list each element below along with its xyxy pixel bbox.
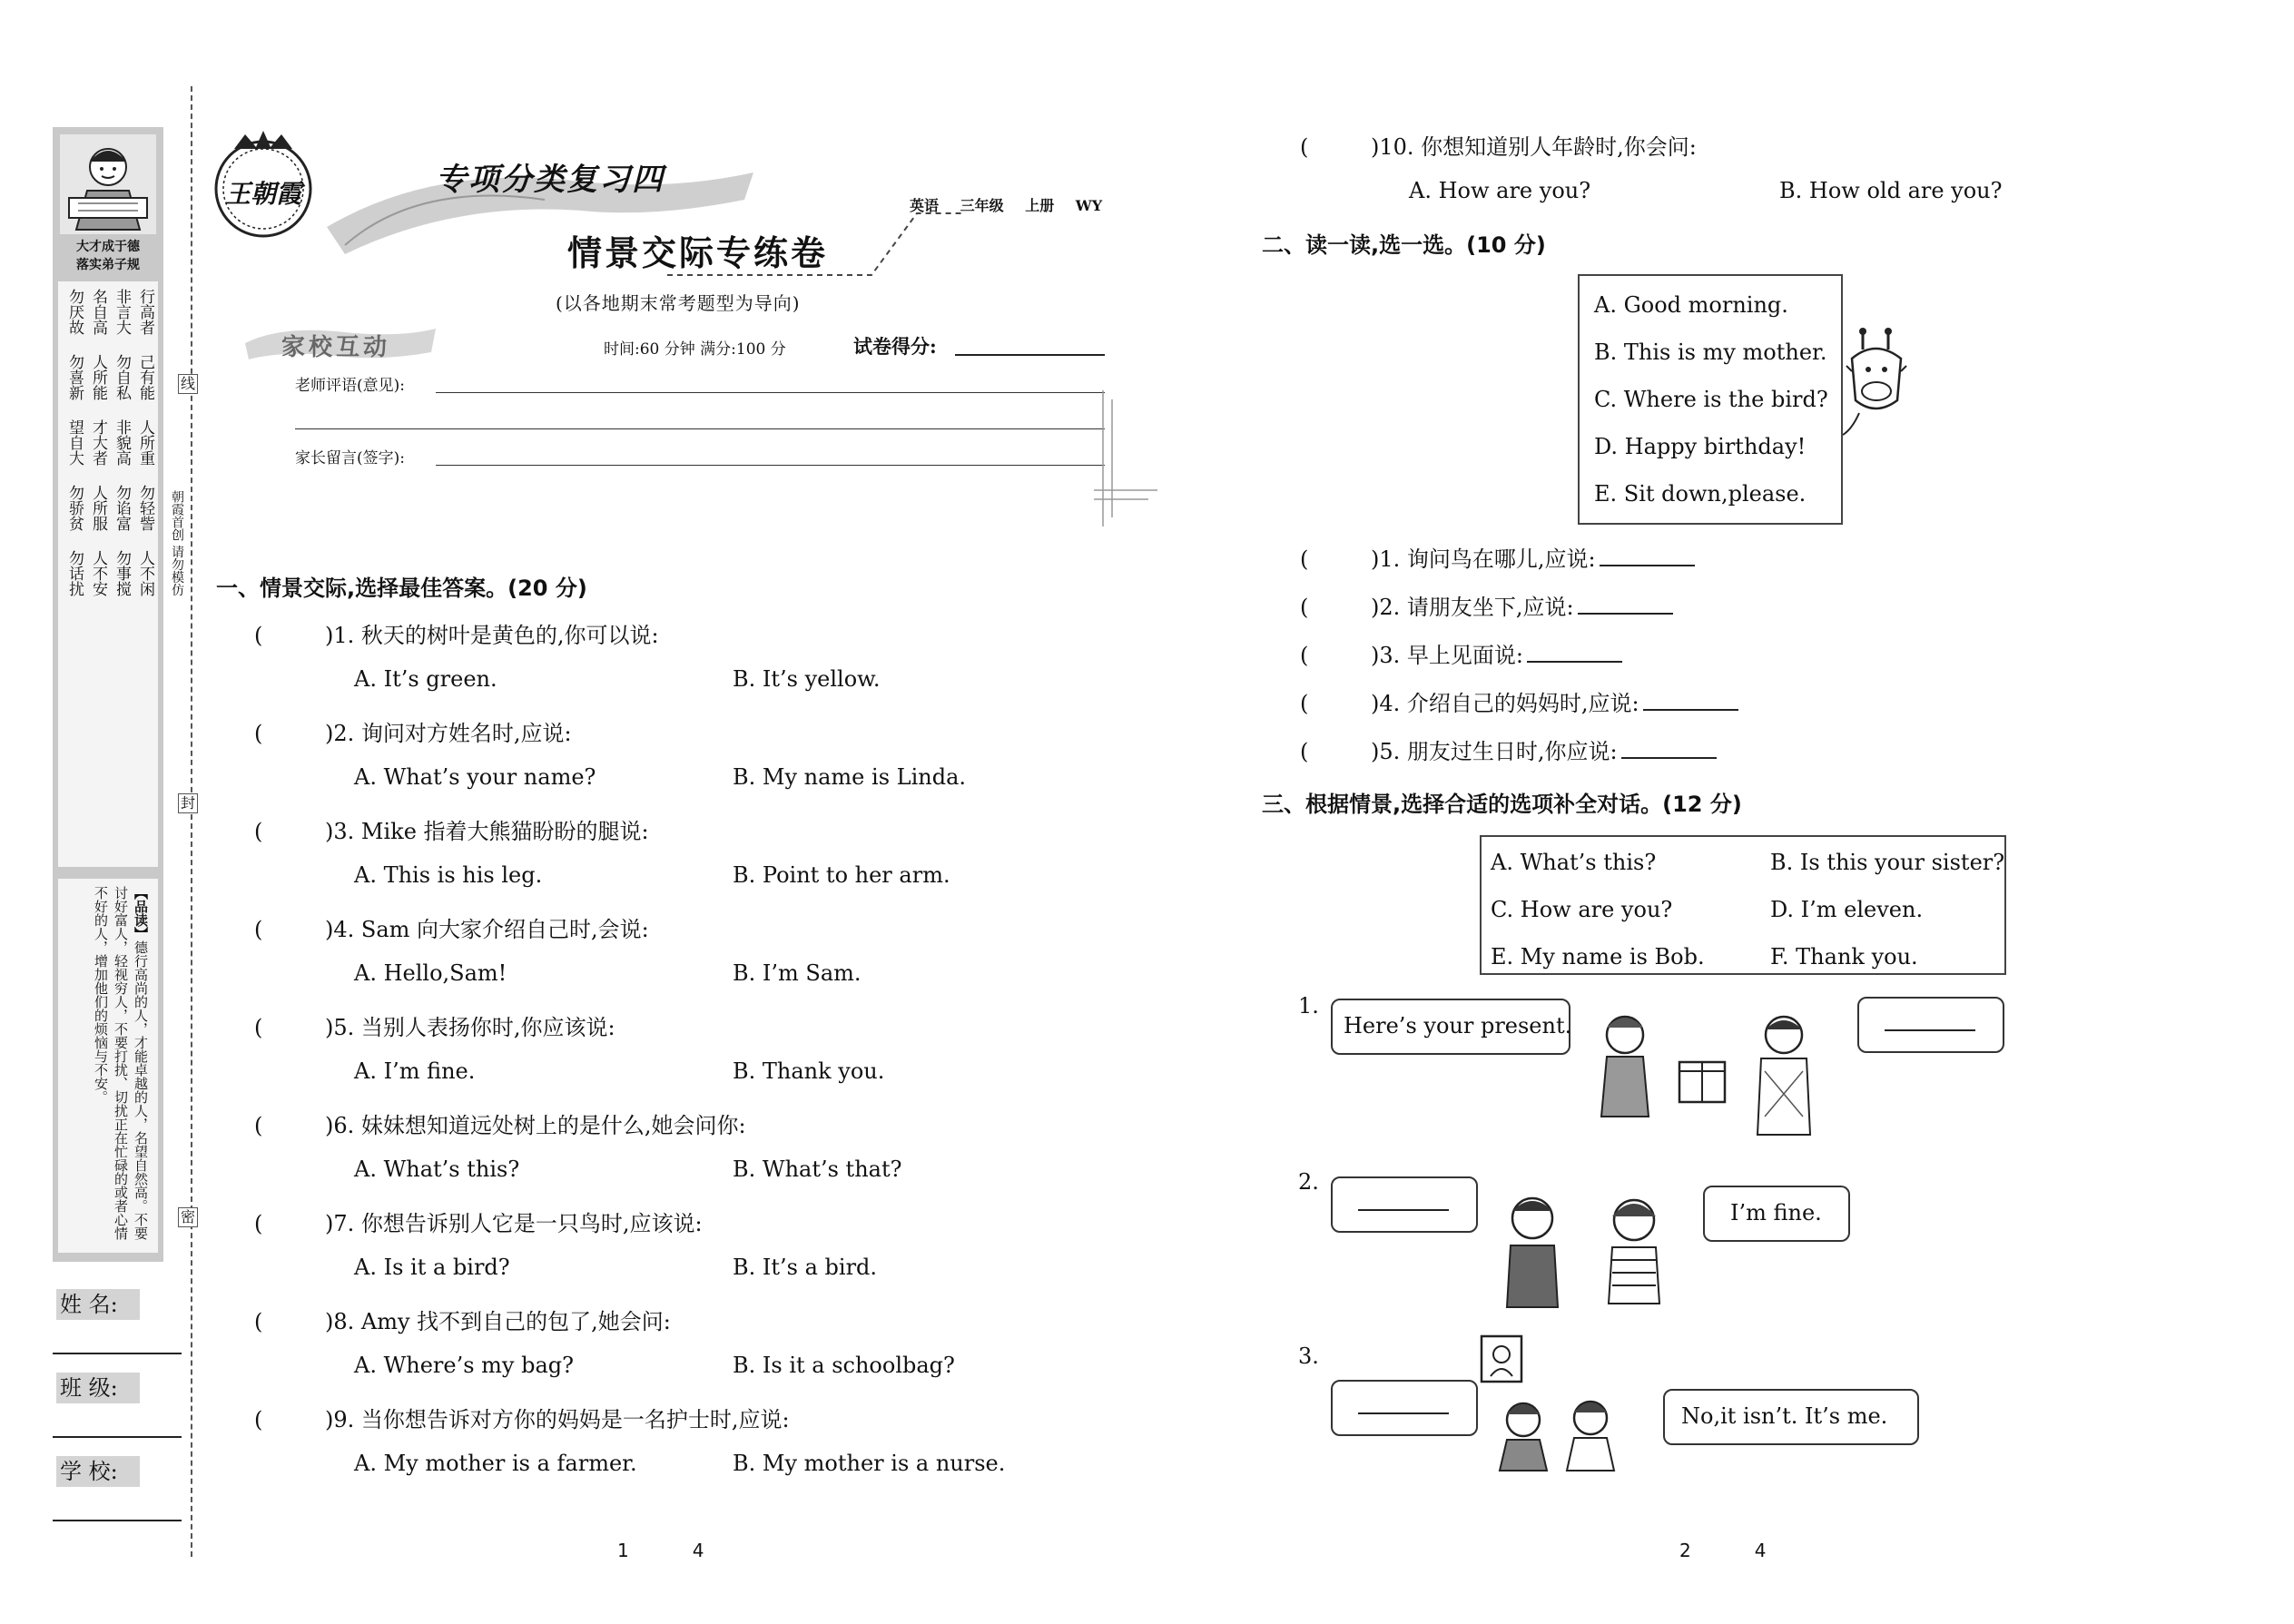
- question-5: ( )5. 朋友过生日时,你应说:: [1300, 733, 1717, 765]
- logo-text: 王朝霞: [225, 179, 302, 209]
- name-field[interactable]: [53, 1353, 182, 1354]
- maxim: 勿轻訾: [136, 485, 154, 531]
- section2-option-box: [1578, 274, 1843, 525]
- option-b[interactable]: B. I’m Sam.: [733, 960, 861, 986]
- choice-option: C. Where is the bird?: [1594, 387, 1828, 412]
- answer-blank[interactable]: [1358, 1412, 1449, 1414]
- timing-info: 时间:60 分钟 满分:100 分: [604, 340, 786, 359]
- dialog-number: 3.: [1298, 1343, 1319, 1369]
- question-2: ( )2. 询问对方姓名时,应说:: [254, 721, 572, 746]
- choice-option: A. Good morning.: [1594, 292, 1788, 318]
- answer-blank[interactable]: [1621, 757, 1717, 759]
- choice-option: D. Happy birthday!: [1594, 434, 1807, 459]
- speech-bubble-right: [1703, 1186, 1850, 1242]
- choice-option: C. How are you?: [1491, 897, 1673, 922]
- option-b[interactable]: B. It’s a bird.: [733, 1255, 878, 1280]
- name-label: 姓 名:: [56, 1289, 140, 1320]
- question-10: ( )10. 你想知道别人年龄时,你会问:: [1300, 134, 1697, 160]
- exam-title: 情景交际专练卷: [567, 232, 829, 273]
- question-7: ( )7. 你想告诉别人它是一只鸟时,应该说:: [254, 1211, 703, 1236]
- option-a[interactable]: A. How are you?: [1409, 178, 1591, 203]
- giraffe-illustration: [1843, 322, 1915, 440]
- option-a[interactable]: A. Where’s my bag?: [354, 1353, 575, 1378]
- choice-option: E. Sit down,please.: [1594, 481, 1807, 507]
- speech-bubble-left: [1331, 1176, 1478, 1233]
- maxim: 勿谄富: [113, 485, 131, 531]
- question-9: ( )9. 当你想告诉对方你的妈妈是一名护士时,应说:: [254, 1407, 790, 1432]
- motto-line: 大才成于德: [76, 240, 140, 254]
- answer-blank[interactable]: [1600, 565, 1695, 566]
- question-3: ( )3. Mike 指着大熊猫盼盼的腿说:: [254, 819, 649, 844]
- teacher-comment-field[interactable]: [436, 392, 1105, 393]
- answer-blank[interactable]: [1643, 709, 1738, 711]
- reading-label: 【品读】: [133, 886, 149, 940]
- decorative-lines: [1094, 390, 1157, 527]
- speech-text: I’m fine.: [1730, 1200, 1822, 1225]
- speech-text: Here’s your present.: [1344, 1013, 1572, 1038]
- maxim: 人所重: [136, 419, 154, 466]
- question-5: ( )5. 当别人表扬你时,你应该说:: [254, 1015, 615, 1040]
- choice-option: E. My name is Bob.: [1491, 944, 1705, 969]
- choice-option: B. Is this your sister?: [1770, 850, 2005, 875]
- maxim: 名自高: [89, 289, 107, 335]
- maxim: 人不安: [89, 550, 107, 596]
- school-field[interactable]: [53, 1520, 182, 1521]
- maxim: 人不闲: [136, 550, 154, 596]
- option-a[interactable]: A. This is his leg.: [354, 862, 543, 888]
- option-b[interactable]: B. What’s that?: [733, 1156, 902, 1182]
- option-b[interactable]: B. Is it a schoolbag?: [733, 1353, 955, 1378]
- answer-blank[interactable]: [1885, 1029, 1975, 1031]
- maxim: 人所能: [89, 354, 107, 400]
- maxim: 非言大: [113, 289, 131, 335]
- option-a[interactable]: A. What’s this?: [354, 1156, 520, 1182]
- maxim: 勿喜新: [65, 354, 84, 400]
- question-4: ( )4. 介绍自己的妈妈时,应说:: [1300, 685, 1738, 717]
- option-a[interactable]: A. What’s your name?: [354, 764, 596, 790]
- maxim: 己有能: [136, 354, 154, 400]
- subject-tag: 英语: [910, 197, 940, 214]
- home-school-badge: [245, 325, 436, 361]
- answer-blank[interactable]: [1358, 1209, 1449, 1211]
- gift-exchange-illustration: [1580, 1008, 1834, 1144]
- score-label: 试卷得分:: [853, 335, 937, 358]
- maxims-panel: [58, 281, 158, 867]
- question-1: ( )1. 询问鸟在哪儿,应说:: [1300, 541, 1695, 573]
- grade-tag: 三年级: [960, 197, 1004, 214]
- maxim: 人所服: [89, 485, 107, 531]
- option-b[interactable]: B. My name is Linda.: [733, 764, 967, 790]
- choice-option: B. This is my mother.: [1594, 340, 1827, 365]
- title-dashed-frame: [667, 204, 967, 277]
- speech-bubble-left: [1331, 999, 1570, 1055]
- speech-bubble-right: [1663, 1389, 1919, 1445]
- question-8: ( )8. Amy 找不到自己的包了,她会问:: [254, 1309, 671, 1334]
- option-a[interactable]: A. Hello,Sam!: [354, 960, 507, 986]
- teacher-comment-field-line2[interactable]: [295, 428, 1105, 429]
- question-2: ( )2. 请朋友坐下,应说:: [1300, 589, 1673, 621]
- binding-note: 朝霞首创 请勿模仿: [170, 490, 184, 596]
- avatar: [60, 134, 156, 234]
- school-label: 学 校:: [56, 1456, 140, 1487]
- question-1: ( )1. 秋天的树叶是黄色的,你可以说:: [254, 623, 659, 648]
- maxim: 勿厌故: [65, 289, 84, 335]
- question-3: ( )3. 早上见面说:: [1300, 637, 1622, 669]
- greeting-kids-illustration: [1489, 1189, 1689, 1313]
- maxim: 行高者: [136, 289, 154, 335]
- teacher-comment-label: 老师评语(意见):: [295, 377, 405, 395]
- binding-char: 密: [178, 1207, 198, 1227]
- parent-comment-label: 家长留言(签字):: [295, 449, 405, 468]
- maxim: 勿骄贫: [65, 485, 84, 531]
- option-a[interactable]: A. I’m fine.: [354, 1058, 476, 1084]
- class-field[interactable]: [53, 1436, 182, 1438]
- choice-option: A. What’s this?: [1491, 850, 1657, 875]
- maxim: 非貌高: [113, 419, 131, 466]
- class-label: 班 级:: [56, 1373, 140, 1403]
- home-school-label: 家校互动: [281, 334, 391, 361]
- maxim: 才大者: [89, 419, 107, 466]
- option-a[interactable]: A. Is it a bird?: [354, 1255, 510, 1280]
- page-number-left: 1 4: [617, 1540, 704, 1561]
- reading-text: [91, 886, 151, 1245]
- option-a[interactable]: A. My mother is a farmer.: [354, 1451, 637, 1476]
- maxim: 勿话扰: [65, 550, 84, 596]
- score-field[interactable]: [955, 354, 1105, 356]
- meta-tags: [910, 194, 1118, 215]
- series-title: 专项分类复习四: [436, 162, 665, 198]
- brand-logo: [207, 127, 325, 245]
- speech-text: [1358, 1394, 1449, 1420]
- option-b[interactable]: B. How old are you?: [1779, 178, 2003, 203]
- speech-text: [1358, 1191, 1449, 1216]
- sidebar: [53, 127, 163, 1262]
- edition-tag: WY: [1075, 197, 1103, 214]
- speech-bubble-right: [1857, 997, 2004, 1053]
- binding-char: 封: [178, 793, 198, 813]
- question-6: ( )6. 妹妹想知道远处树上的是什么,她会问你:: [254, 1113, 746, 1138]
- dialog-number: 2.: [1298, 1169, 1319, 1195]
- answer-blank[interactable]: [1527, 661, 1622, 663]
- question-4: ( )4. Sam 向大家介绍自己时,会说:: [254, 917, 649, 942]
- choice-option: D. I’m eleven.: [1770, 897, 1924, 922]
- speech-text: [1885, 1011, 1975, 1037]
- reading-panel: [58, 879, 158, 1253]
- term-tag: 上册: [1025, 197, 1055, 214]
- photo-kids-illustration: [1480, 1334, 1661, 1489]
- parent-comment-field[interactable]: [436, 465, 1105, 466]
- maxim: 望自大: [65, 419, 84, 466]
- option-b[interactable]: B. Point to her arm.: [733, 862, 950, 888]
- maxim: 勿自私: [113, 354, 131, 400]
- motto-line: 落实弟子规: [76, 258, 140, 272]
- motto-top: [56, 238, 160, 274]
- choice-option: F. Thank you.: [1770, 944, 1918, 969]
- section2-title: 二、读一读,选一选。(10 分): [1262, 232, 1546, 258]
- page-number-right: 2 4: [1679, 1540, 1767, 1561]
- dialog-number: 1.: [1298, 993, 1319, 1019]
- speech-text: No,it isn’t. It’s me.: [1681, 1403, 1888, 1429]
- section3-option-box: [1480, 835, 2006, 975]
- maxim: 勿事搅: [113, 550, 131, 596]
- speech-bubble-left: [1331, 1380, 1478, 1436]
- option-a[interactable]: A. It’s green.: [354, 666, 497, 692]
- binding-cut-line: [191, 86, 192, 1557]
- answer-blank[interactable]: [1578, 613, 1673, 615]
- option-b[interactable]: B. Thank you.: [733, 1058, 885, 1084]
- section1-title: 一、情景交际,选择最佳答案。(20 分): [216, 576, 587, 601]
- exam-subtitle: (以各地期末常考题型为导向): [556, 292, 801, 314]
- reading-body: 德行高尚的人，才能卓越的人，名望自然高。不要讨好富人，轻视穷人，不要打扰、切扰正在忙碌的或者心情不好的人，增加他们的烦恼与不安。: [93, 886, 149, 1240]
- section3-title: 三、根据情景,选择合适的选项补全对话。(12 分): [1262, 792, 1742, 817]
- option-b[interactable]: B. It’s yellow.: [733, 666, 881, 692]
- option-b[interactable]: B. My mother is a nurse.: [733, 1451, 1006, 1476]
- binding-char: 线: [178, 374, 198, 394]
